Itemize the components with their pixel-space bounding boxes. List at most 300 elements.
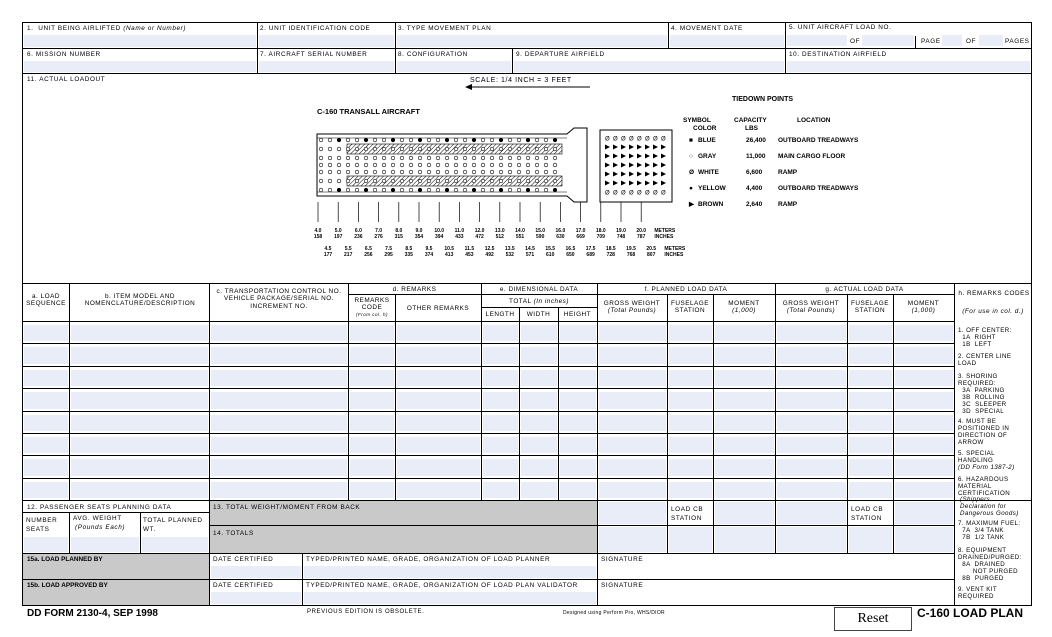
station-inches-label: 158 <box>313 234 323 240</box>
ramp-tiedown-triangle <box>605 181 610 186</box>
pages-field[interactable] <box>979 35 1003 46</box>
inches-unit-label: INCHES <box>664 252 684 258</box>
table-cell-input[interactable] <box>211 459 347 475</box>
ramp-tiedown: Ø <box>637 190 642 197</box>
total-weight-moment-label: 13. TOTAL WEIGHT/MOMENT FROM BACK <box>213 504 361 511</box>
table-cell-input[interactable] <box>849 325 892 341</box>
table-cell-input[interactable] <box>397 370 480 386</box>
actual-back-gross-weight[interactable] <box>777 502 846 524</box>
remark-code-5-form: (DD Form 1387-2) <box>958 464 1015 471</box>
station-inches-label: 217 <box>344 252 353 258</box>
page-field[interactable] <box>942 35 962 46</box>
tiedown-ring <box>355 147 359 151</box>
table-cell-input[interactable] <box>397 415 480 431</box>
station-meters-label: 9.5 <box>425 246 433 252</box>
table-cell-input[interactable] <box>71 347 208 363</box>
table-cell-input[interactable] <box>599 415 666 431</box>
tiedown-ring <box>436 156 440 160</box>
number-seats-field[interactable] <box>24 537 68 552</box>
table-cell-input[interactable] <box>350 459 394 475</box>
col-c-header: c. TRANSPORTATION CONTROL NO. VEHICLE PACKAGE/SERIAL NO. INCREMENT NO. <box>216 288 342 310</box>
tiedown-ring <box>337 170 341 174</box>
table-cell-input[interactable] <box>211 437 347 453</box>
station-inches-label: 394 <box>435 234 444 240</box>
planned-total-moment[interactable] <box>715 527 774 552</box>
ramp-tiedown: Ø <box>637 136 642 143</box>
mission-number-label: 6. MISSION NUMBER <box>27 51 101 58</box>
avg-weight-label: AVG. WEIGHT <box>73 515 122 522</box>
tiedown-ring <box>526 138 530 142</box>
station-meters-label: 20.0 <box>636 228 647 234</box>
tiedown-ring <box>391 170 395 174</box>
tiedown-ring <box>409 188 413 192</box>
station-inches-label: 787 <box>637 234 646 240</box>
station-meters-label: 17.0 <box>575 228 586 234</box>
legend-capacity: 6,600 <box>746 169 763 176</box>
gross-weight-label: GROSS WEIGHT <box>782 300 840 307</box>
legend-color: WHITE <box>698 169 719 176</box>
station-inches-label: 413 <box>445 252 454 258</box>
table-cell-input[interactable] <box>560 392 596 408</box>
table-cell-input[interactable] <box>849 347 892 363</box>
planned-back-gross-weight[interactable] <box>599 502 666 524</box>
ramp-tiedown: Ø <box>629 136 634 143</box>
tiedown-ring <box>490 179 494 183</box>
station-meters-label: 6.0 <box>354 228 362 234</box>
tiedown-ring <box>346 138 350 142</box>
table-cell-input[interactable] <box>715 392 774 408</box>
ramp-tiedown-triangle <box>613 163 618 168</box>
table-cell-input[interactable] <box>71 437 208 453</box>
avg-weight-field[interactable] <box>71 537 139 552</box>
ramp-tiedown-triangle <box>621 154 626 159</box>
table-cell-input[interactable] <box>483 325 518 341</box>
table-cell-input[interactable] <box>521 415 557 431</box>
tiedown-ring <box>364 156 368 160</box>
moment-label: MOMENT <box>728 300 760 307</box>
tiedown-ring <box>517 170 521 174</box>
table-cell-input[interactable] <box>669 392 712 408</box>
table-cell-input[interactable] <box>777 392 846 408</box>
tiedown-ring <box>391 188 395 192</box>
table-cell-input[interactable] <box>895 347 953 363</box>
table-cell-input[interactable] <box>483 370 518 386</box>
planner-signature-label: SIGNATURE <box>601 556 644 563</box>
table-cell-input[interactable] <box>895 482 953 498</box>
ramp-tiedown-triangle <box>629 154 634 159</box>
tiedown-ring <box>382 170 386 174</box>
table-cell-input[interactable] <box>24 415 68 431</box>
table-cell-input[interactable] <box>483 347 518 363</box>
tiedown-ring <box>472 138 476 142</box>
remark-code-6: 6. HAZARDOUS MATERIAL CERTIFICATION <box>958 476 1011 497</box>
table-cell-input[interactable] <box>895 325 953 341</box>
table-cell-input[interactable] <box>895 392 953 408</box>
table-cell-input[interactable] <box>599 370 666 386</box>
departure-airfield-field[interactable] <box>514 61 784 72</box>
tiedown-ring <box>382 156 386 160</box>
planned-back-moment[interactable] <box>715 502 774 524</box>
tiedown-ring <box>400 138 404 142</box>
tiedown-ring <box>373 163 377 167</box>
table-cell-input[interactable] <box>560 459 596 475</box>
destination-airfield-field[interactable] <box>787 61 1030 72</box>
aircraft-name: C-160 TRANSALL AIRCRAFT <box>317 107 420 116</box>
table-cell-input[interactable] <box>560 415 596 431</box>
tiedown-ring <box>382 147 386 151</box>
station-inches-label: 532 <box>505 252 514 258</box>
planned-date-certified-field[interactable] <box>211 566 301 578</box>
tiedown-ring <box>508 170 512 174</box>
table-cell-input[interactable] <box>211 482 347 498</box>
table-cell-input[interactable] <box>777 437 846 453</box>
table-cell-input[interactable] <box>211 415 347 431</box>
actual-back-moment[interactable] <box>895 502 953 524</box>
configuration-field[interactable] <box>397 61 511 72</box>
ramp-tiedown: Ø <box>661 136 666 143</box>
tiedown-ring <box>346 188 350 192</box>
table-cell-input[interactable] <box>71 482 208 498</box>
remark-code-7: 7. MAXIMUM FUEL: 7A 3/4 TANK 7B 1/2 TANK <box>958 520 1021 541</box>
ramp-tiedown-triangle <box>621 172 626 177</box>
table-cell-input[interactable] <box>849 459 892 475</box>
ramp-tiedown-triangle <box>605 154 610 159</box>
load-planner-name-label: TYPED/PRINTED NAME, GRADE, ORGANIZATION OF LOAD PLANNER <box>306 556 551 563</box>
table-cell-input[interactable] <box>521 325 557 341</box>
table-cell-input[interactable] <box>397 482 480 498</box>
pages-label: PAGES <box>1005 38 1030 45</box>
tiedown-ring <box>391 156 395 160</box>
tiedown-ring <box>535 179 539 183</box>
table-cell-input[interactable] <box>777 325 846 341</box>
tiedown-ring <box>499 138 503 142</box>
total-planned-wt-label: TOTAL PLANNED WT. <box>143 517 203 533</box>
tiedown-ring <box>409 138 413 142</box>
table-cell-input[interactable] <box>71 459 208 475</box>
tiedown-ring <box>418 147 422 151</box>
table-cell-input[interactable] <box>777 370 846 386</box>
table-cell-input[interactable] <box>397 392 480 408</box>
table-cell-input[interactable] <box>715 325 774 341</box>
load-validator-name-field[interactable] <box>304 592 596 604</box>
table-cell-input[interactable] <box>483 392 518 408</box>
tiedown-ring <box>517 163 521 167</box>
tiedown-ring <box>490 170 494 174</box>
height-header: HEIGHT <box>563 311 592 318</box>
tiedown-ring <box>382 138 386 142</box>
ramp-tiedown-triangle <box>661 163 666 168</box>
table-cell-input[interactable] <box>521 482 557 498</box>
table-cell-input[interactable] <box>521 392 557 408</box>
table-cell-input[interactable] <box>849 482 892 498</box>
station-meters-label: 5.0 <box>334 228 342 234</box>
tiedown-ring <box>418 163 422 167</box>
tiedown-ring <box>508 147 512 151</box>
tiedown-ring <box>409 170 413 174</box>
table-cell-input[interactable] <box>777 482 846 498</box>
station-inches-label: 709 <box>596 234 605 240</box>
station-inches-label: 512 <box>495 234 504 240</box>
table-cell-input[interactable] <box>71 325 208 341</box>
tiedown-ring <box>427 188 431 192</box>
reset-button[interactable]: Reset <box>834 607 912 631</box>
table-cell-input[interactable] <box>521 459 557 475</box>
ramp-tiedown-triangle <box>661 181 666 186</box>
table-cell-input[interactable] <box>777 347 846 363</box>
tiedown-ring <box>355 138 359 142</box>
station-inches-label: 650 <box>566 252 575 258</box>
destination-airfield-label: 10. DESTINATION AIRFIELD <box>789 51 887 58</box>
ramp-tiedown-triangle <box>621 181 626 186</box>
ramp-tiedown: Ø <box>629 190 634 197</box>
table-cell-input[interactable] <box>24 459 68 475</box>
table-cell-input[interactable] <box>669 325 712 341</box>
table-cell-input[interactable] <box>599 437 666 453</box>
planned-total-gross-weight[interactable] <box>599 527 666 552</box>
table-cell-input[interactable] <box>24 437 68 453</box>
col-b-header: b. ITEM MODEL AND NOMENCLATURE/DESCRIPTION <box>84 293 196 308</box>
table-cell-input[interactable] <box>895 459 953 475</box>
load-no-field[interactable] <box>787 35 847 46</box>
table-cell-input[interactable] <box>599 325 666 341</box>
station-meters-label: 10.0 <box>434 228 445 234</box>
unit-being-airlifted-field[interactable] <box>24 35 256 47</box>
table-cell-input[interactable] <box>211 325 347 341</box>
table-cell-input[interactable] <box>521 347 557 363</box>
ramp-tiedown-triangle <box>613 172 618 177</box>
ramp-tiedown-triangle <box>637 145 642 150</box>
actual-cb-station-field[interactable] <box>849 527 892 552</box>
table-cell-input[interactable] <box>211 347 347 363</box>
table-cell-input[interactable] <box>71 415 208 431</box>
table-cell-input[interactable] <box>211 370 347 386</box>
unit-id-code-field[interactable] <box>259 35 394 47</box>
table-cell-input[interactable] <box>849 370 892 386</box>
table-cell-input[interactable] <box>669 347 712 363</box>
table-cell-input[interactable] <box>483 437 518 453</box>
tiedown-ring <box>508 163 512 167</box>
table-cell-input[interactable] <box>521 370 557 386</box>
tiedown-ring <box>346 170 350 174</box>
table-cell-input[interactable] <box>211 392 347 408</box>
table-cell-input[interactable] <box>560 482 596 498</box>
tiedown-ring <box>355 156 359 160</box>
actual-total-gross-weight[interactable] <box>777 527 846 552</box>
tiedown-ring <box>481 147 485 151</box>
load-planner-name-field[interactable] <box>304 566 596 578</box>
type-movement-plan-field[interactable] <box>397 35 667 47</box>
ramp-tiedown-triangle <box>629 181 634 186</box>
table-cell-input[interactable] <box>715 415 774 431</box>
row-divider <box>22 433 954 434</box>
legend-location-header: LOCATION <box>797 117 831 124</box>
remark-code-9: 9. VENT KIT REQUIRED <box>958 586 998 600</box>
tiedown-ring <box>445 147 449 151</box>
table-cell-input[interactable] <box>24 347 68 363</box>
ramp-tiedown: Ø <box>613 136 618 143</box>
unit-id-code-label: 2. UNIT IDENTIFICATION CODE <box>260 25 371 32</box>
tiedown-ring <box>355 163 359 167</box>
tiedown-ring <box>337 188 341 192</box>
table-cell-input[interactable] <box>669 437 712 453</box>
ramp-tiedown-triangle <box>653 172 658 177</box>
mission-number-field[interactable] <box>24 61 256 72</box>
tiedown-points-title: TIEDOWN POINTS <box>732 96 794 103</box>
table-cell-input[interactable] <box>350 347 394 363</box>
planned-load-cb-station-label: LOAD CB STATION <box>671 506 704 522</box>
tiedown-ring <box>391 163 395 167</box>
table-cell-input[interactable] <box>560 370 596 386</box>
ramp-tiedown-triangle <box>661 172 666 177</box>
ramp-tiedown-triangle <box>613 154 618 159</box>
table-cell-input[interactable] <box>669 482 712 498</box>
table-cell-input[interactable] <box>599 392 666 408</box>
tiedown-ring <box>418 156 422 160</box>
tiedown-ring <box>508 138 512 142</box>
table-cell-input[interactable] <box>895 415 953 431</box>
ramp-tiedown-triangle <box>605 163 610 168</box>
table-cell-input[interactable] <box>24 482 68 498</box>
moment-label: MOMENT <box>907 300 940 307</box>
tiedown-ring <box>535 147 539 151</box>
station-inches-label: 768 <box>626 252 636 258</box>
table-cell-input[interactable] <box>849 392 892 408</box>
row-divider <box>22 411 954 412</box>
station-meters-label: 16.0 <box>555 228 566 234</box>
form-number: DD FORM 2130-4, SEP 1998 <box>27 608 158 619</box>
ramp-tiedown-triangle <box>645 145 650 150</box>
table-cell-input[interactable] <box>849 437 892 453</box>
table-cell-input[interactable] <box>350 370 394 386</box>
tiedown-ring <box>409 147 413 151</box>
station-inches-label: 374 <box>424 252 434 258</box>
table-cell-input[interactable] <box>483 482 518 498</box>
table-cell-input[interactable] <box>24 370 68 386</box>
station-inches-label: 492 <box>485 252 494 258</box>
tiedown-ring <box>481 170 485 174</box>
table-cell-input[interactable] <box>777 459 846 475</box>
table-cell-input[interactable] <box>397 325 480 341</box>
table-cell-input[interactable] <box>715 459 774 475</box>
tiedown-ring <box>364 147 368 151</box>
ramp-tiedown: Ø <box>661 190 666 197</box>
table-cell-input[interactable] <box>895 370 953 386</box>
field-hint: (Name or Number) <box>123 25 187 32</box>
tiedown-ring <box>391 138 395 142</box>
table-cell-input[interactable] <box>397 459 480 475</box>
tiedown-ring <box>490 138 494 142</box>
table-cell-input[interactable] <box>350 325 394 341</box>
table-cell-input[interactable] <box>397 347 480 363</box>
tiedown-ring <box>373 170 377 174</box>
table-cell-input[interactable] <box>715 370 774 386</box>
total-planned-wt-field[interactable] <box>142 537 208 552</box>
table-cell-input[interactable] <box>599 482 666 498</box>
tiedown-ring <box>517 138 521 142</box>
table-cell-input[interactable] <box>669 370 712 386</box>
table-cell-input[interactable] <box>350 392 394 408</box>
station-scale <box>310 200 710 262</box>
table-cell-input[interactable] <box>24 392 68 408</box>
station-meters-label: 11.0 <box>454 228 465 234</box>
actual-total-moment[interactable] <box>895 527 953 552</box>
table-cell-input[interactable] <box>397 437 480 453</box>
table-cell-input[interactable] <box>715 347 774 363</box>
planned-cb-station-field[interactable] <box>669 527 712 552</box>
ramp-tiedown: Ø <box>653 136 658 143</box>
table-cell-input[interactable] <box>521 437 557 453</box>
ramp-tiedown-triangle <box>629 163 634 168</box>
table-cell-input[interactable] <box>715 482 774 498</box>
table-cell-input[interactable] <box>849 415 892 431</box>
station-inches-label: 177 <box>323 252 333 258</box>
tiedown-ring <box>472 147 476 151</box>
tiedown-ring <box>427 147 431 151</box>
tiedown-ring <box>553 138 557 142</box>
tiedown-ring <box>517 147 521 151</box>
table-cell-input[interactable] <box>350 437 394 453</box>
tiedown-ring <box>337 147 341 151</box>
scale-label: SCALE: 1/4 INCH = 3 FEET <box>470 77 572 84</box>
tiedown-ring <box>499 163 503 167</box>
table-cell-input[interactable] <box>669 459 712 475</box>
length-header: LENGTH <box>485 311 515 318</box>
table-cell-input[interactable] <box>669 415 712 431</box>
tiedown-ring <box>328 179 332 183</box>
tiedown-ring <box>409 156 413 160</box>
approved-date-certified-field[interactable] <box>211 592 301 604</box>
table-cell-input[interactable] <box>895 437 953 453</box>
tiedown-ring <box>400 156 404 160</box>
tiedown-ring <box>472 179 476 183</box>
tiedown-ring <box>436 147 440 151</box>
tiedown-ring <box>535 138 539 142</box>
actual-loadout-label: 11. ACTUAL LOADOUT <box>27 76 106 83</box>
table-cell-input[interactable] <box>715 437 774 453</box>
legend-location: MAIN CARGO FLOOR <box>778 153 846 160</box>
station-inches-label: 669 <box>576 234 585 240</box>
tiedown-ring <box>544 163 548 167</box>
table-cell-input[interactable] <box>24 325 68 341</box>
table-cell-input[interactable] <box>350 482 394 498</box>
load-of-field[interactable] <box>862 35 914 46</box>
tiedown-ring <box>364 179 368 183</box>
table-cell-input[interactable] <box>350 415 394 431</box>
tiedown-ring <box>499 170 503 174</box>
legend-capacity: 26,400 <box>746 137 766 144</box>
table-cell-input[interactable] <box>71 370 208 386</box>
table-cell-input[interactable] <box>483 459 518 475</box>
table-cell-input[interactable] <box>560 347 596 363</box>
table-cell-input[interactable] <box>560 325 596 341</box>
table-cell-input[interactable] <box>483 415 518 431</box>
table-cell-input[interactable] <box>71 392 208 408</box>
tiedown-ring <box>490 147 494 151</box>
tiedown-ring <box>382 188 386 192</box>
station-meters-label: 4.0 <box>314 228 322 234</box>
aircraft-serial-field[interactable] <box>259 61 394 72</box>
table-cell-input[interactable] <box>560 437 596 453</box>
table-cell-input[interactable] <box>599 347 666 363</box>
table-cell-input[interactable] <box>777 415 846 431</box>
of-label-2: OF <box>966 38 977 45</box>
meters-unit-label: METERS <box>664 246 686 252</box>
tiedown-ring <box>454 188 458 192</box>
movement-date-field[interactable] <box>670 35 784 47</box>
total-label: TOTAL <box>509 298 532 305</box>
col-f-header: f. PLANNED LOAD DATA <box>644 286 728 293</box>
table-cell-input[interactable] <box>599 459 666 475</box>
